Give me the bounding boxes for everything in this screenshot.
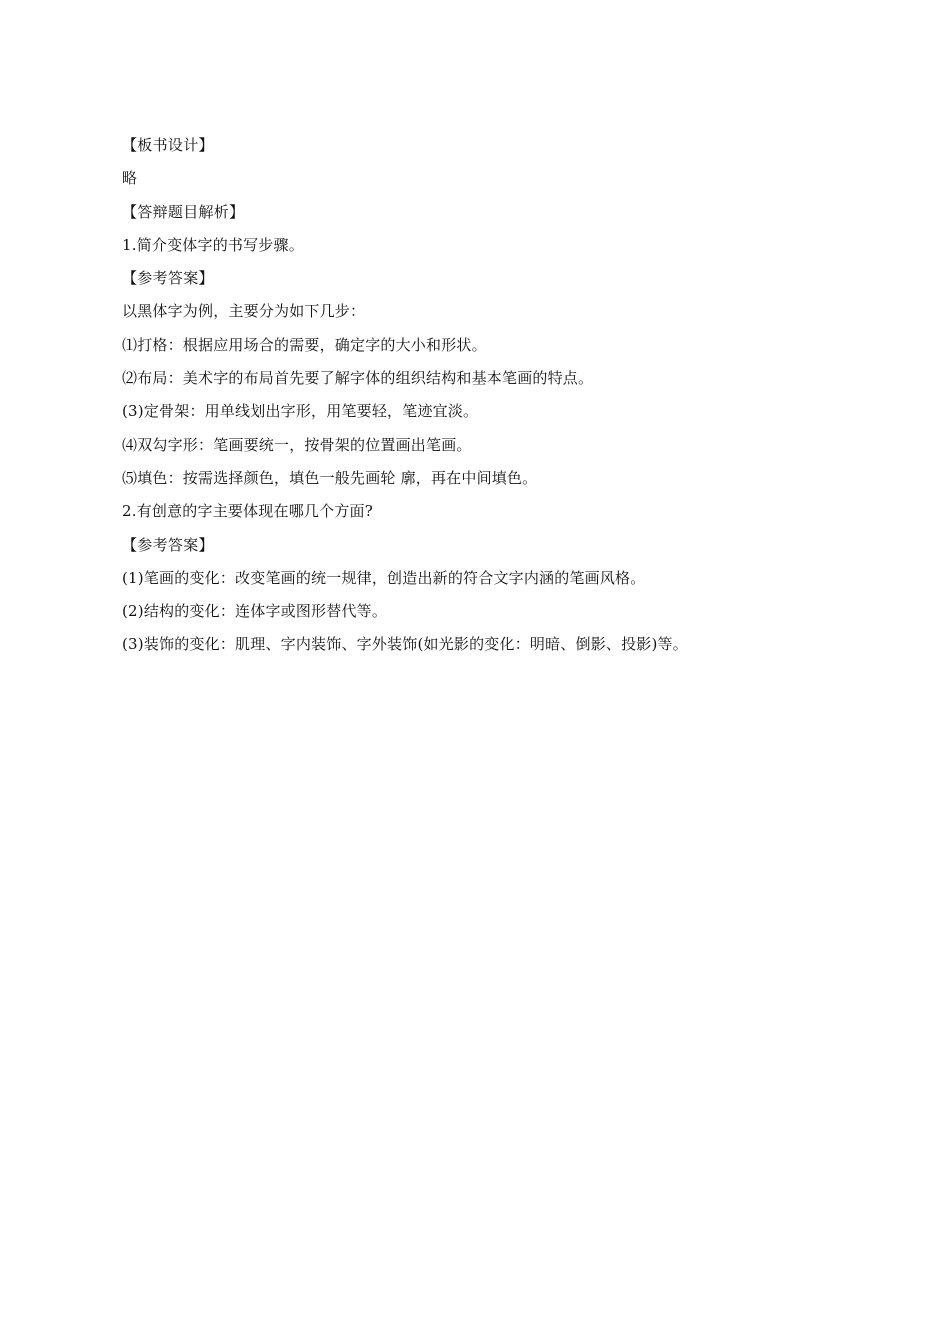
question-1: 1.简介变体字的书写步骤。 <box>122 235 304 254</box>
answer-2-item: (1)笔画的变化：改变笔画的统一规律，创造出新的符合文字内涵的笔画风格。 <box>122 568 646 587</box>
question-2: 2.有创意的字主要体现在哪几个方面? <box>122 502 373 521</box>
answer-1-step: ⑵布局：美术字的布局首先要了解字体的组织结构和基本笔画的特点。 <box>122 369 594 388</box>
answer-2-heading: 【参考答案】 <box>122 535 214 554</box>
document-body <box>122 135 842 668</box>
answer-1-step: ⑴打格：根据应用场合的需要，确定字的大小和形状。 <box>122 335 487 354</box>
answer-1-step: ⑸填色：按需选择颜色，填色一般先画轮 廓，再在中间填色。 <box>122 468 538 487</box>
answer-2-item: (2)结构的变化：连体字或图形替代等。 <box>122 602 388 621</box>
answer-1-step: (3)定骨架：用单线划出字形，用笔要轻，笔迹宜淡。 <box>122 402 479 421</box>
answer-2-item: (3)装饰的变化：肌理、字内装饰、字外装饰(如光影的变化：明暗、倒影、投影)等。 <box>122 635 688 654</box>
section-heading-defense-analysis: 【答辩题目解析】 <box>122 202 245 221</box>
answer-1-intro: 以黑体字为例，主要分为如下几步： <box>122 302 366 321</box>
board-design-text: 略 <box>122 169 138 188</box>
answer-1-step: ⑷双勾字形：笔画要统一，按骨架的位置画出笔画。 <box>122 435 472 454</box>
answer-1-heading: 【参考答案】 <box>122 269 214 288</box>
section-heading-board-design: 【板书设计】 <box>122 136 214 154</box>
